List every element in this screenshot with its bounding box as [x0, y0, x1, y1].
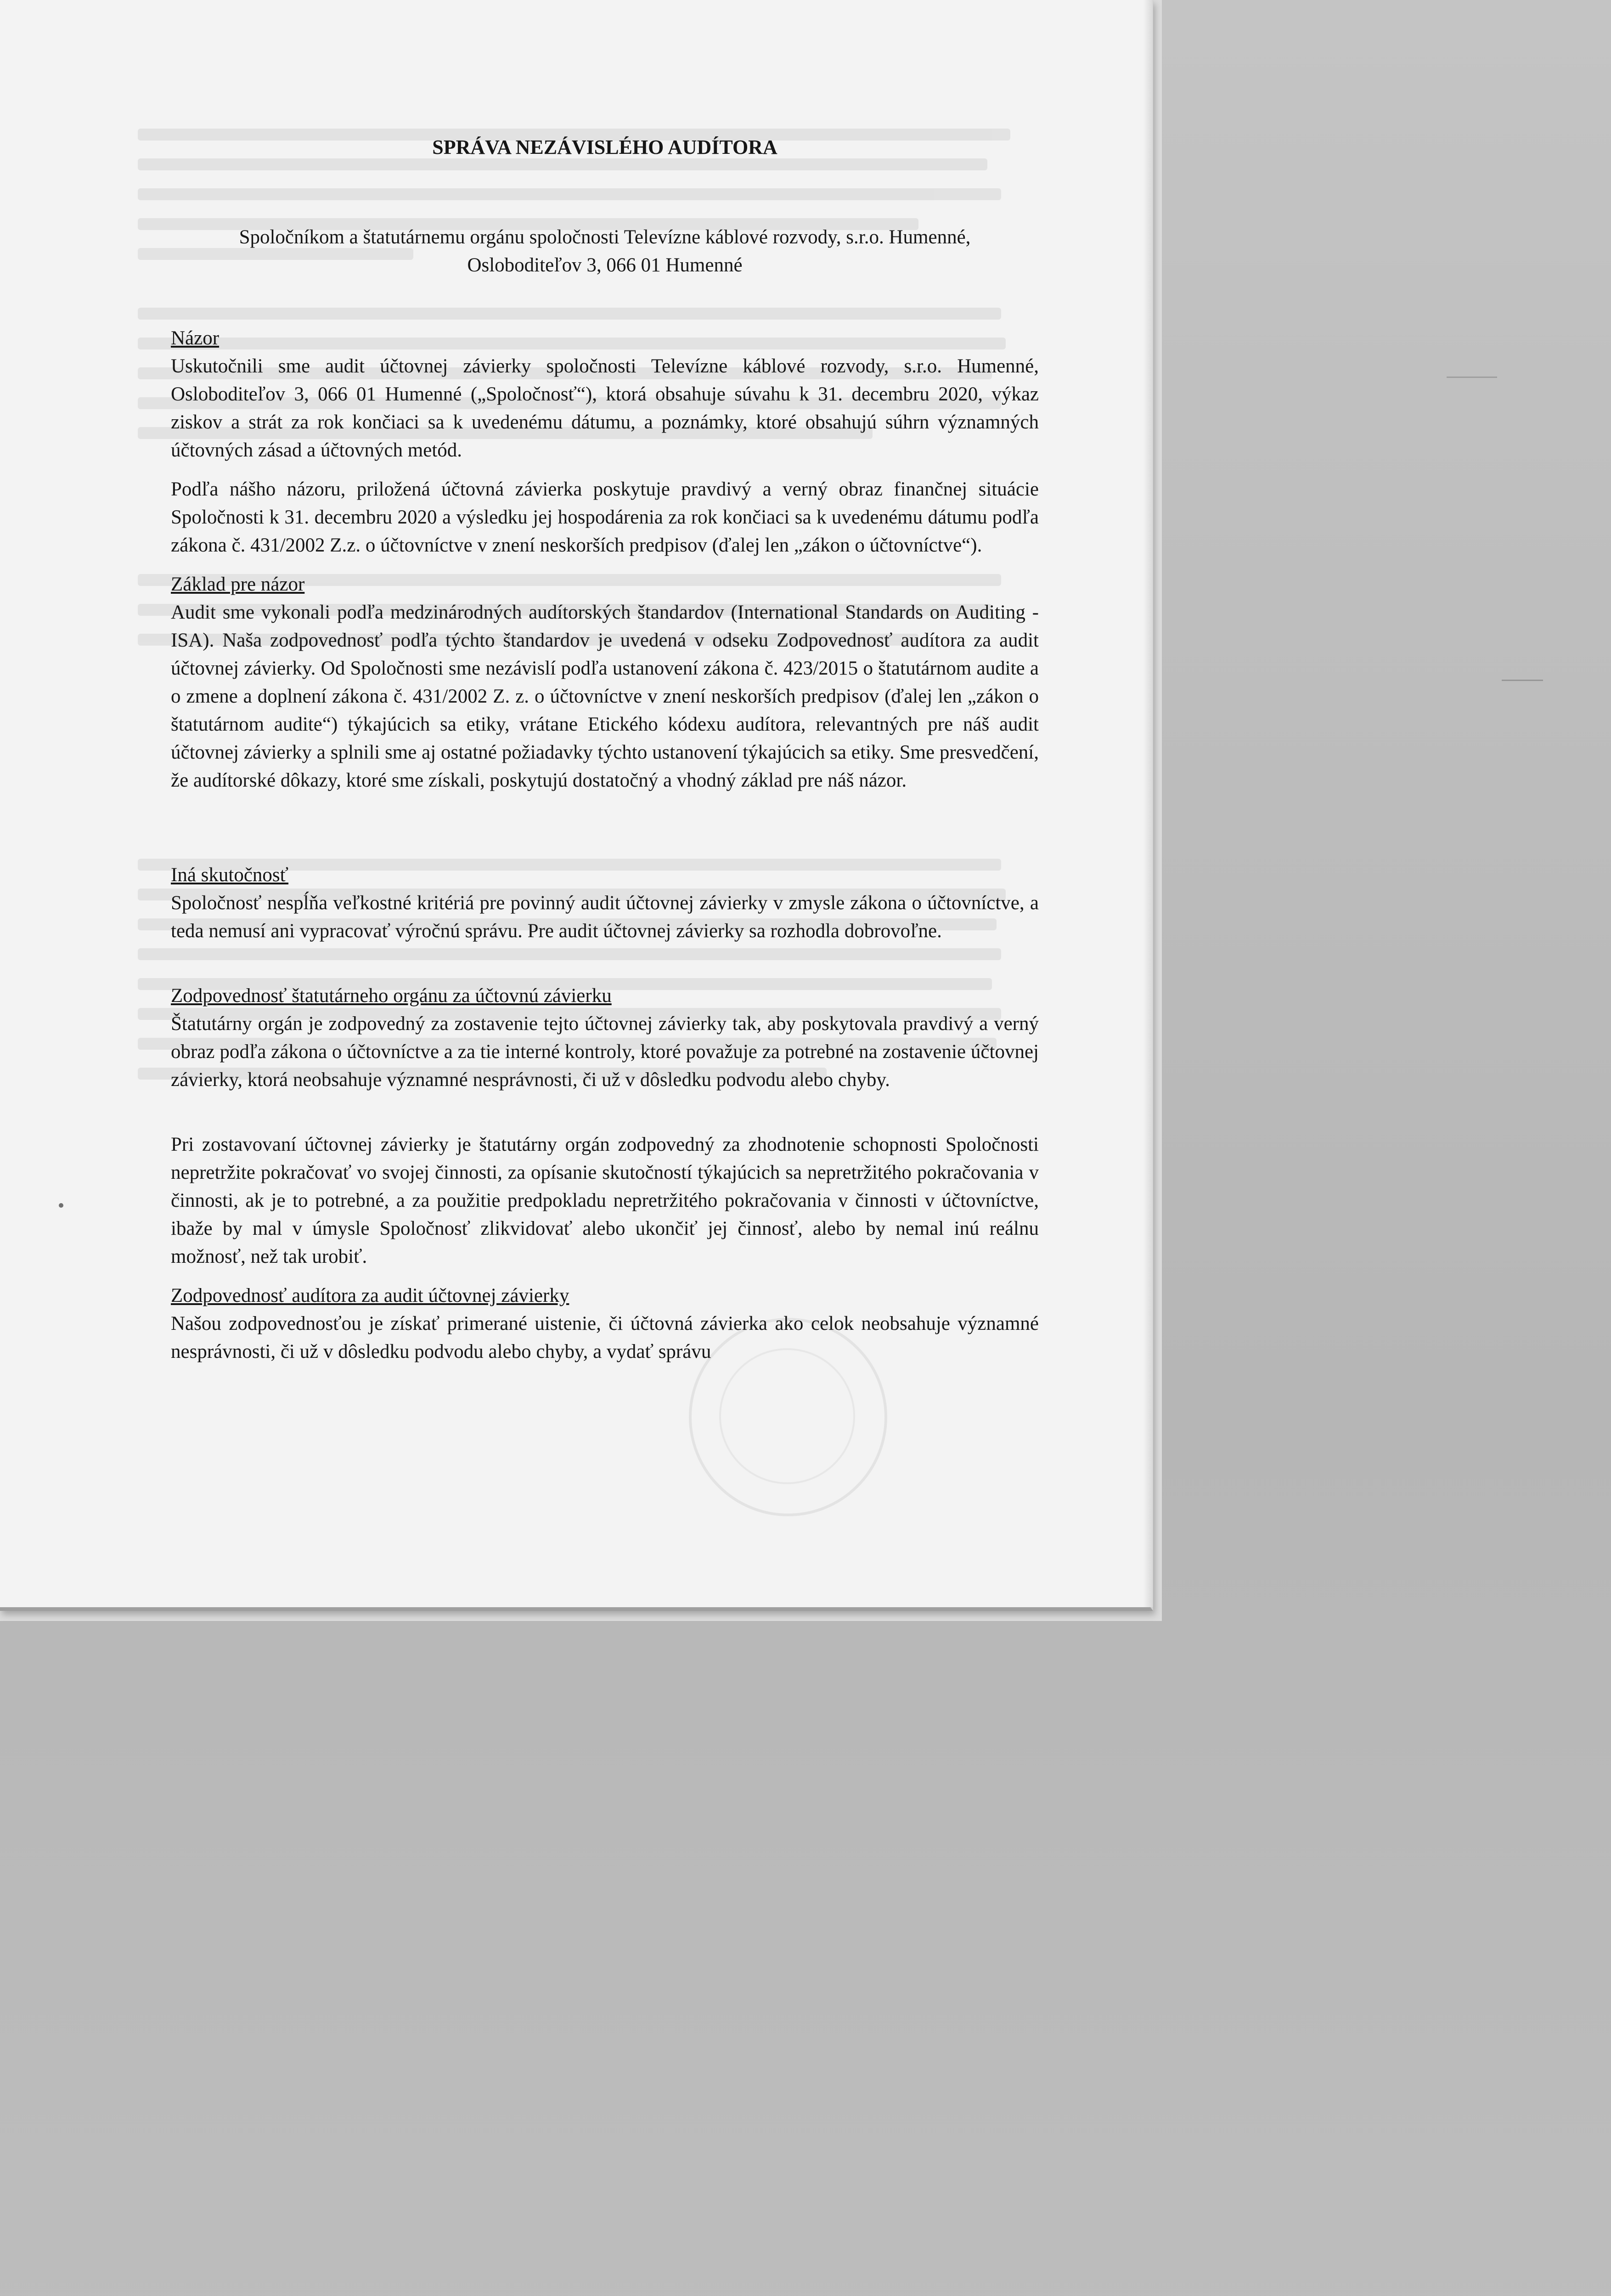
section-auditor-responsibility — [171, 1282, 1039, 1366]
paragraph-opinion-2: Podľa nášho názoru, priložená účtovná závierka poskytuje pravdivý a verný obraz finančnej situácie Spoločnosti k 31. decembru 2020 a výsledku jej hospodárenia za rok končiaci sa k uvedenému dátumu podľa zákona č. 431/2002 Z.z. o účtovníctve v znení neskorších predpisov (ďalej len „zákon o účtovníctve“). — [171, 478, 1039, 556]
paragraph-opinion-1: Uskutočnili sme audit účtovnej závierky spoločnosti Televízne káblové rozvody, s.r.o. Humenné, Osloboditeľov 3, 066 01 Humenné („Spoločnosť“), ktorá obsahuje súvahu k 31. decembru 2020, výkaz ziskov a strát za rok končiaci sa k uvedenému dátumu, a poznámky, ktoré obsahujú súhrn významných účtovných zásad a účtovných metód. — [171, 355, 1039, 461]
page-edge-shadow — [1143, 0, 1153, 1607]
section-heading-management: Zodpovednosť štatutárneho orgánu za účtovnú závierku — [171, 985, 612, 1007]
addressee-line-2: Osloboditeľov 3, 066 01 Humenné — [467, 254, 743, 276]
section-opinion — [171, 324, 1039, 559]
report-body — [171, 115, 1039, 1366]
paragraph-management-2: Pri zostavovaní účtovnej závierky je štatutárny orgán zodpovedný za zhodnotenie schopnosti Spoločnosti nepretržite pokračovať vo svojej činnosti, za opísanie skutočností týkajúcich sa nepretržitého pokračovania v činnosti, ak je to potrebné, a za použitie predpokladu nepretržitého pokračovania v činnosti v účtovníctve, ibaže by mal v úmysle Spoločnosť zlikvidovať alebo ukončiť jej činnosť, alebo by nemal inú reálnu možnosť, než tak urobiť. — [171, 1134, 1039, 1267]
section-basis-for-opinion — [171, 570, 1039, 794]
section-heading-opinion: Názor — [171, 327, 220, 349]
margin-scan-mark-2 — [1447, 377, 1497, 378]
section-other-matter — [171, 861, 1039, 945]
margin-pen-mark — [59, 1203, 63, 1208]
section-management-responsibility — [171, 982, 1039, 1271]
paragraph-management-1: Štatutárny orgán je zodpovedný za zostavenie tejto účtovnej závierky tak, aby poskytovala pravdivý a verný obraz podľa zákona o účtovníctve a za tie interné kontroly, ktoré považuje za potrebné na zostavenie účtovnej závierky, ktorá neobsahuje významné nesprávnosti, či už v dôsledku podvodu alebo chyby. — [171, 1013, 1039, 1091]
paragraph-auditor-1: Našou zodpovednosťou je získať primerané uistenie, či účtovná závierka ako celok neobsahuje významné nesprávnosti, či už v dôsledku podvodu alebo chyby, a vydať správu — [171, 1313, 1039, 1362]
addressee-block — [171, 223, 1039, 279]
paragraph-other-matter-1: Spoločnosť nespĺňa veľkostné kritériá pre povinný audit účtovnej závierky v zmysle zákona o účtovníctve, a teda nemusí ani vypracovať výročnú správu. Pre audit účtovnej závierky sa rozhodla dobrovoľne. — [171, 892, 1039, 942]
paragraph-basis-1: Audit sme vykonali podľa medzinárodných audítorských štandardov (International Standards on Auditing - ISA). Naša zodpovednosť podľa týchto štandardov je uvedená v odseku Zodpovednosť audítora za audit účtovnej závierky. Od Spoločnosti sme nezávislí podľa ustanovení zákona č. 423/2015 o štatutárnom audite a o zmene a doplnení zákona č. 431/2002 Z. z. o účtovníctve v znení neskorších predpisov (ďalej len „zákon o štatutárnom audite“) týkajúcich sa etiky, vrátane Etického kódexu audítora, relevantných pre náš audit účtovnej závierky a splnili sme aj ostatné požiadavky týchto ustanovení týkajúcich sa etiky. Sme presvedčení, že audítorské dôkazy, ktoré sme získali, poskytujú dostatočný a vhodný základ pre náš názor. — [171, 602, 1039, 791]
report-title: SPRÁVA NEZÁVISLÉHO AUDÍTORA — [432, 136, 777, 158]
section-heading-other-matter: Iná skutočnosť — [171, 864, 289, 886]
addressee-line-1: Spoločníkom a štatutárnemu orgánu spoločnosti Televízne káblové rozvody, s.r.o. Humenné, — [239, 226, 971, 248]
margin-scan-mark — [1502, 680, 1543, 681]
faded-stamp-inner-ring — [719, 1348, 855, 1484]
section-heading-auditor: Zodpovednosť audítora za audit účtovnej závierky — [171, 1285, 569, 1306]
section-heading-basis: Základ pre názor — [171, 574, 305, 595]
